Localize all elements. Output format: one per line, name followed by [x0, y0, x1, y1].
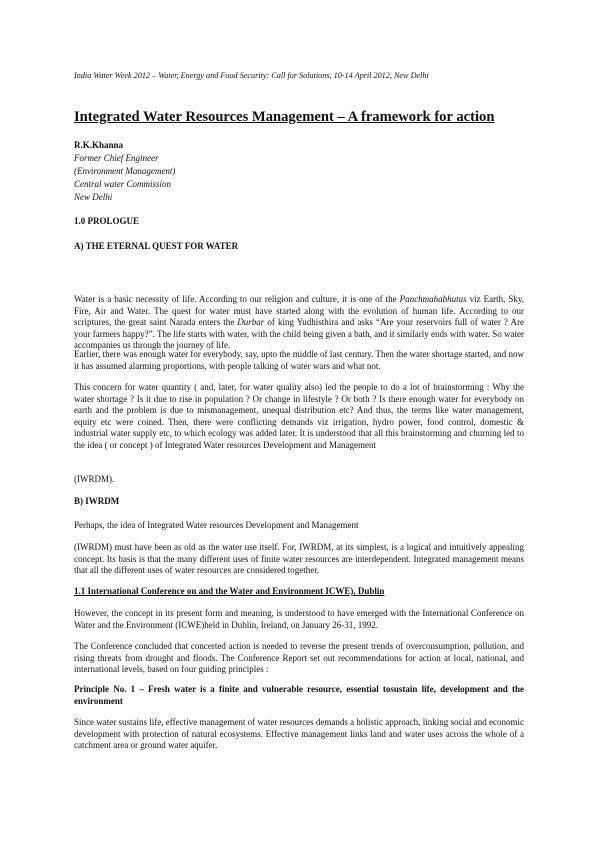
paragraph: This concern for water quantity ( and, later, for water quality also) led the people to do a lot of brainstorming : Why the water shortage ? Is it due to rise in population ? Or change in lifestyle ? Or both ? Is there enough water for everybody on earth and the problem is due to mismanagement, unequal distribution etc? And thus, the terms like water management, equity etc were coined. Then, there were conflicting demands viz irrigation, hydro power, food control, domestic & industrial water supply etc, to which ecology was added later. It is understood that all this brainstorming and churning led to the idea ( or concept ) of Integrated Water resources Development and Management	[74, 382, 524, 450]
paragraph: (IWRDM).	[74, 474, 115, 484]
principle-heading: Principle No. 1 – Fresh water is a finite and vulnerable resource, essential tosustain life, development and the environment	[74, 684, 524, 706]
paper-title: Integrated Water Resources Management – A framework for action	[74, 109, 495, 125]
author-affiliation-line: Central water Commission	[74, 179, 172, 189]
section-heading-eternal-quest: A) THE ETERNAL QUEST FOR WATER	[74, 241, 239, 251]
author-affiliation-line: Former Chief Engineer	[74, 153, 159, 163]
author-affiliation-line: (Environment Management)	[74, 166, 176, 176]
paragraph: Earlier, there was enough water for everybody, say, upto the middle of last century. Then the water shortage started, and now it has assumed alarming proportions, with people talking of water wars and what not.	[74, 349, 524, 371]
paragraph: Water is a basic necessity of life. According to our religion and culture, it is one of the Panchmahabhutas viz Earth, Sky, Fire, Air and Water. The quest for water must have started along with the evolution of human life. According to our scriptures, the great saint Narada enters the Durbar of king Yudhisthira and asks “Are your reservoirs full of water ? Are your farmers happy?”. The life starts with water, with the child being given a bath, and it similarly ends with water. So water accompanies us through the journey of life.	[74, 294, 525, 351]
paragraph: Since water sustains life, effective management of water resources demands a holistic approach, linking social and economic development with protection of natural ecosystems. Effective management links land and water uses across the whole of a catchment area or ground water aquifer.	[74, 717, 524, 751]
paragraph: However, the concept in its present form and meaning, is understood to have emerged with the International Conference on Water and the Environment (ICWE)held in Dublin, Ireland, on January 26-31, 1992.	[74, 608, 524, 630]
author-name: R.K.Khanna	[74, 140, 124, 150]
paragraph: The Conference concluded that concerted action is needed to reverse the present trends of overconsumption, pollution, and rising threats from drought and floods. The Conference Report set out recommendations for action at local, national, and international levels, based on four guiding principles :	[74, 641, 524, 675]
author-affiliation-line: New Delhi	[74, 192, 113, 202]
paragraph: (IWRDM) must have been as old as the water use itself. For, IWRDM, at its simplest, is a logical and intuitively appealing concept. Its basis is that the many different uses of finite water resources are interdependent. Integrated management means that all the different uses of water resources are considered together.	[74, 542, 524, 576]
running-header: India Water Week 2012 – Water, Energy and Food Security: Call for Solutions, 10-14 April 2012, New Delhi	[74, 71, 429, 80]
section-heading-icwe: 1.1 International Conference on and the Water and Environment ICWE), Dublin	[74, 586, 385, 596]
paragraph: Perhaps, the idea of Integrated Water resources Development and Management	[74, 520, 359, 530]
section-heading-prologue: 1.0 PROLOGUE	[74, 216, 140, 226]
section-heading-iwrdm: B) IWRDM	[74, 496, 120, 506]
